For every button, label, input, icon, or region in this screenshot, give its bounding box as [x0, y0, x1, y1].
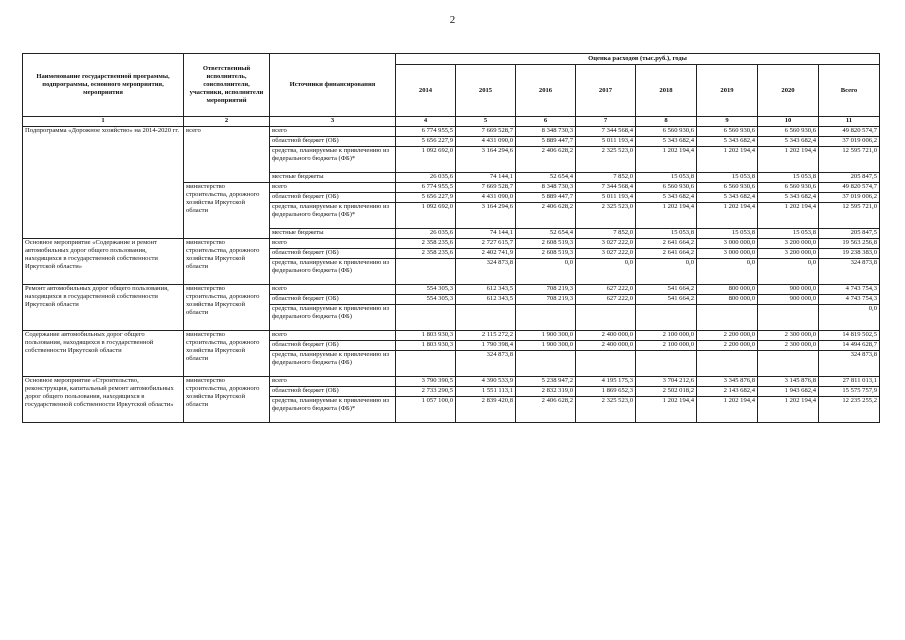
year-value-cell: 3 145 876,8: [758, 377, 819, 387]
year-value-cell: 2 115 272,2: [456, 331, 516, 341]
total-value-cell: 324 873,8: [819, 351, 880, 377]
year-value-cell: 7 852,0: [576, 229, 636, 239]
year-value-cell: 3 200 000,0: [758, 239, 819, 249]
year-value-cell: 541 664,2: [636, 295, 697, 305]
year-value-cell: 52 654,4: [516, 173, 576, 183]
executor-cell: всего: [184, 127, 270, 183]
year-value-cell: 5 343 682,4: [636, 137, 697, 147]
year-value-cell: 1 803 930,3: [396, 331, 456, 341]
column-index: 4: [396, 117, 456, 127]
year-value-cell: [396, 259, 456, 285]
year-value-cell: 15 053,8: [636, 173, 697, 183]
year-value-cell: 5 889 447,7: [516, 193, 576, 203]
total-value-cell: 12 595 721,0: [819, 147, 880, 173]
year-value-cell: [697, 305, 758, 331]
year-value-cell: 1 202 194,4: [636, 203, 697, 229]
year-value-cell: 6 560 930,6: [636, 127, 697, 137]
year-value-cell: 6 560 930,6: [758, 127, 819, 137]
year-value-cell: 708 219,3: [516, 285, 576, 295]
program-name-cell: Ремонт автомобильных дорог общего пользования, находящихся в государственной собственности Иркутской области: [23, 285, 184, 331]
year-value-cell: 3 200 000,0: [758, 249, 819, 259]
table-row: [23, 331, 880, 341]
executor-cell: министерство строительства, дорожного хозяйства Иркутской области: [184, 285, 270, 331]
year-value-cell: 2 200 000,0: [697, 341, 758, 351]
source-cell: средства, планируемые к привлечению из федерального бюджета (ФБ): [270, 305, 396, 331]
year-value-cell: 2 143 682,4: [697, 387, 758, 397]
year-value-cell: 5 343 682,4: [697, 137, 758, 147]
year-value-cell: 7 344 568,4: [576, 183, 636, 193]
source-cell: местные бюджеты: [270, 229, 396, 239]
total-value-cell: 37 019 006,2: [819, 193, 880, 203]
program-name-cell: Основное мероприятие «Строительство, реконструкция, капитальный ремонт автомобильных дорог общего пользования, находящихся в государственной собственности Иркутской области»: [23, 377, 184, 423]
column-index: 10: [758, 117, 819, 127]
year-value-cell: 15 053,8: [697, 229, 758, 239]
year-value-cell: 5 343 682,4: [758, 137, 819, 147]
year-value-cell: 1 551 113,1: [456, 387, 516, 397]
year-value-cell: 2 325 523,0: [576, 397, 636, 423]
year-value-cell: 2 608 519,3: [516, 249, 576, 259]
page-number: 2: [449, 14, 456, 26]
year-value-cell: [636, 305, 697, 331]
total-value-cell: 15 575 757,9: [819, 387, 880, 397]
year-value-cell: 15 053,8: [697, 173, 758, 183]
total-value-cell: 12 595 721,0: [819, 203, 880, 229]
year-value-cell: 5 656 227,9: [396, 137, 456, 147]
header-year: 2019: [697, 65, 758, 117]
year-value-cell: 2 733 290,5: [396, 387, 456, 397]
source-cell: средства, планируемые к привлечению из федерального бюджета (ФБ)*: [270, 147, 396, 173]
table-row: [23, 127, 880, 137]
source-cell: средства, планируемые к привлечению из федерального бюджета (ФБ): [270, 351, 396, 377]
column-index: 3: [270, 117, 396, 127]
header-row-1: [23, 54, 880, 65]
total-value-cell: 14 494 628,7: [819, 341, 880, 351]
total-value-cell: 14 819 502,5: [819, 331, 880, 341]
year-value-cell: 15 053,8: [758, 173, 819, 183]
source-cell: всего: [270, 183, 396, 193]
year-value-cell: 2 325 523,0: [576, 147, 636, 173]
column-index: 2: [184, 117, 270, 127]
column-index: 8: [636, 117, 697, 127]
total-value-cell: 4 743 754,3: [819, 295, 880, 305]
year-value-cell: 5 343 682,4: [636, 193, 697, 203]
table-body: [23, 127, 880, 423]
year-value-cell: 2 832 319,0: [516, 387, 576, 397]
year-value-cell: 2 400 000,0: [576, 341, 636, 351]
total-value-cell: 49 820 574,7: [819, 127, 880, 137]
source-cell: местные бюджеты: [270, 173, 396, 183]
budget-table: [22, 53, 880, 423]
year-value-cell: 7 669 528,7: [456, 127, 516, 137]
header-year: 2015: [456, 65, 516, 117]
year-value-cell: 1 900 300,0: [516, 331, 576, 341]
year-value-cell: 5 343 682,4: [758, 193, 819, 203]
year-value-cell: [456, 305, 516, 331]
year-value-cell: 2 325 523,0: [576, 203, 636, 229]
total-value-cell: 12 235 255,2: [819, 397, 880, 423]
total-value-cell: 19 238 383,0: [819, 249, 880, 259]
year-value-cell: 541 664,2: [636, 285, 697, 295]
column-index: 11: [819, 117, 880, 127]
year-value-cell: 612 343,5: [456, 285, 516, 295]
column-index: 1: [23, 117, 184, 127]
year-value-cell: 6 560 930,6: [697, 127, 758, 137]
table-row: [23, 239, 880, 249]
source-cell: средства, планируемые к привлечению из федерального бюджета (ФБ)*: [270, 203, 396, 229]
executor-cell: министерство строительства, дорожного хозяйства Иркутской области: [184, 331, 270, 377]
year-value-cell: 1 900 300,0: [516, 341, 576, 351]
year-value-cell: 4 390 533,9: [456, 377, 516, 387]
total-value-cell: 27 811 013,1: [819, 377, 880, 387]
total-value-cell: 37 019 006,2: [819, 137, 880, 147]
header-year: 2018: [636, 65, 697, 117]
year-value-cell: 6 774 955,5: [396, 183, 456, 193]
year-value-cell: 2 100 000,0: [636, 341, 697, 351]
total-value-cell: 49 820 574,7: [819, 183, 880, 193]
year-value-cell: 3 345 876,8: [697, 377, 758, 387]
year-value-cell: 2 839 420,8: [456, 397, 516, 423]
executor-cell: министерство строительства, дорожного хозяйства Иркутской области: [184, 183, 270, 239]
source-cell: средства, планируемые к привлечению из федерального бюджета (ФБ): [270, 259, 396, 285]
executor-cell: министерство строительства, дорожного хозяйства Иркутской области: [184, 239, 270, 285]
source-cell: средства, планируемые к привлечению из федерального бюджета (ФБ)*: [270, 397, 396, 423]
year-value-cell: 15 053,8: [758, 229, 819, 239]
year-value-cell: 74 144,1: [456, 173, 516, 183]
year-value-cell: 2 406 628,2: [516, 397, 576, 423]
year-value-cell: 1 057 100,0: [396, 397, 456, 423]
header-year: 2014: [396, 65, 456, 117]
year-value-cell: 1 869 652,3: [576, 387, 636, 397]
year-value-cell: 1 092 692,0: [396, 203, 456, 229]
year-value-cell: 74 144,1: [456, 229, 516, 239]
column-index: 5: [456, 117, 516, 127]
year-value-cell: 2 400 000,0: [576, 331, 636, 341]
year-value-cell: 1 202 194,4: [636, 397, 697, 423]
year-value-cell: 3 704 212,6: [636, 377, 697, 387]
year-value-cell: [758, 305, 819, 331]
total-value-cell: 19 563 256,8: [819, 239, 880, 249]
year-value-cell: 800 000,0: [697, 285, 758, 295]
year-value-cell: 627 222,0: [576, 285, 636, 295]
column-index: 9: [697, 117, 758, 127]
year-value-cell: 3 164 294,6: [456, 203, 516, 229]
year-value-cell: 3 000 000,0: [697, 249, 758, 259]
year-value-cell: 2 100 000,0: [636, 331, 697, 341]
year-value-cell: 900 000,0: [758, 295, 819, 305]
year-value-cell: 3 027 222,0: [576, 249, 636, 259]
total-value-cell: 0,0: [819, 305, 880, 331]
year-value-cell: 3 027 222,0: [576, 239, 636, 249]
year-value-cell: 1 803 930,3: [396, 341, 456, 351]
year-value-cell: 5 011 193,4: [576, 193, 636, 203]
header-year: 2017: [576, 65, 636, 117]
year-value-cell: 2 358 235,6: [396, 249, 456, 259]
year-value-cell: 7 669 528,7: [456, 183, 516, 193]
year-value-cell: [576, 305, 636, 331]
total-value-cell: 205 847,5: [819, 173, 880, 183]
source-cell: областной бюджет (ОБ): [270, 249, 396, 259]
year-value-cell: 8 348 730,3: [516, 183, 576, 193]
year-value-cell: 4 195 175,3: [576, 377, 636, 387]
year-value-cell: 2 358 235,6: [396, 239, 456, 249]
total-value-cell: 4 743 754,3: [819, 285, 880, 295]
column-index-row: [23, 117, 880, 127]
year-value-cell: 4 431 090,0: [456, 137, 516, 147]
year-value-cell: 26 035,6: [396, 229, 456, 239]
year-value-cell: 15 053,8: [636, 229, 697, 239]
year-value-cell: 5 011 193,4: [576, 137, 636, 147]
year-value-cell: 2 608 519,3: [516, 239, 576, 249]
year-value-cell: 2 727 615,7: [456, 239, 516, 249]
source-cell: областной бюджет (ОБ): [270, 193, 396, 203]
year-value-cell: [396, 351, 456, 377]
year-value-cell: 2 641 664,2: [636, 249, 697, 259]
year-value-cell: 1 790 398,4: [456, 341, 516, 351]
source-cell: областной бюджет (ОБ): [270, 387, 396, 397]
year-value-cell: 5 889 447,7: [516, 137, 576, 147]
year-value-cell: 3 164 294,6: [456, 147, 516, 173]
year-value-cell: 2 502 018,2: [636, 387, 697, 397]
source-cell: областной бюджет (ОБ): [270, 137, 396, 147]
header-year-total: Всего: [819, 65, 880, 117]
table-row: [23, 377, 880, 387]
year-value-cell: 52 654,4: [516, 229, 576, 239]
year-value-cell: 6 560 930,6: [697, 183, 758, 193]
year-value-cell: 1 202 194,4: [697, 203, 758, 229]
year-value-cell: 1 202 194,4: [758, 203, 819, 229]
year-value-cell: 0,0: [516, 259, 576, 285]
year-value-cell: 1 092 692,0: [396, 147, 456, 173]
year-value-cell: [758, 351, 819, 377]
year-value-cell: 0,0: [697, 259, 758, 285]
year-value-cell: 1 202 194,4: [758, 147, 819, 173]
year-value-cell: 0,0: [758, 259, 819, 285]
program-name-cell: Основное мероприятие «Содержание и ремонт автомобильных дорог общего пользования, находящихся в государственной собственности Иркутской области»: [23, 239, 184, 285]
year-value-cell: 7 344 568,4: [576, 127, 636, 137]
year-value-cell: 0,0: [576, 259, 636, 285]
year-value-cell: 1 202 194,4: [697, 397, 758, 423]
year-value-cell: [396, 305, 456, 331]
year-value-cell: 4 431 090,0: [456, 193, 516, 203]
year-value-cell: 554 305,3: [396, 285, 456, 295]
header-source: Источники финансирования: [270, 54, 396, 117]
table-row: [23, 285, 880, 295]
year-value-cell: 612 343,5: [456, 295, 516, 305]
source-cell: всего: [270, 285, 396, 295]
source-cell: всего: [270, 127, 396, 137]
year-value-cell: [516, 351, 576, 377]
year-value-cell: 8 348 730,3: [516, 127, 576, 137]
year-value-cell: 3 790 390,5: [396, 377, 456, 387]
source-cell: всего: [270, 377, 396, 387]
year-value-cell: 2 402 741,9: [456, 249, 516, 259]
year-value-cell: 1 202 194,4: [758, 397, 819, 423]
source-cell: областной бюджет (ОБ): [270, 341, 396, 351]
year-value-cell: 324 873,8: [456, 259, 516, 285]
year-value-cell: 0,0: [636, 259, 697, 285]
year-value-cell: 554 305,3: [396, 295, 456, 305]
program-name-cell: Подпрограмма «Дорожное хозяйство» на 2014-2020 гг.: [23, 127, 184, 239]
year-value-cell: 2 641 664,2: [636, 239, 697, 249]
year-value-cell: 627 222,0: [576, 295, 636, 305]
source-cell: всего: [270, 331, 396, 341]
total-value-cell: 324 873,8: [819, 259, 880, 285]
year-value-cell: 2 200 000,0: [697, 331, 758, 341]
year-value-cell: [516, 305, 576, 331]
year-value-cell: 800 000,0: [697, 295, 758, 305]
header-year: 2016: [516, 65, 576, 117]
year-value-cell: 26 035,6: [396, 173, 456, 183]
source-cell: всего: [270, 239, 396, 249]
year-value-cell: 2 300 000,0: [758, 341, 819, 351]
year-value-cell: [697, 351, 758, 377]
year-value-cell: 2 406 628,2: [516, 147, 576, 173]
source-cell: областной бюджет (ОБ): [270, 295, 396, 305]
year-value-cell: 3 000 000,0: [697, 239, 758, 249]
year-value-cell: 6 560 930,6: [758, 183, 819, 193]
year-value-cell: 1 943 682,4: [758, 387, 819, 397]
year-value-cell: [576, 351, 636, 377]
year-value-cell: 708 219,3: [516, 295, 576, 305]
header-year: 2020: [758, 65, 819, 117]
year-value-cell: 5 656 227,9: [396, 193, 456, 203]
year-value-cell: 324 873,8: [456, 351, 516, 377]
year-value-cell: 1 202 194,4: [697, 147, 758, 173]
year-value-cell: [636, 351, 697, 377]
total-value-cell: 205 847,5: [819, 229, 880, 239]
year-value-cell: 5 238 947,2: [516, 377, 576, 387]
column-index: 6: [516, 117, 576, 127]
header-estimate: Оценка расходов (тыс.руб.), годы: [396, 54, 880, 65]
year-value-cell: 2 406 628,2: [516, 203, 576, 229]
executor-cell: министерство строительства, дорожного хозяйства Иркутской области: [184, 377, 270, 423]
column-index: 7: [576, 117, 636, 127]
header-executor: Ответственный исполнитель, соисполнители, участники, исполнители мероприятий: [184, 54, 270, 117]
year-value-cell: 900 000,0: [758, 285, 819, 295]
year-value-cell: 5 343 682,4: [697, 193, 758, 203]
header-name: Наименование государственной программы, подпрограммы, основного мероприятия, мероприятия: [23, 54, 184, 117]
year-value-cell: 7 852,0: [576, 173, 636, 183]
year-value-cell: 6 560 930,6: [636, 183, 697, 193]
year-value-cell: 1 202 194,4: [636, 147, 697, 173]
year-value-cell: 6 774 955,5: [396, 127, 456, 137]
year-value-cell: 2 300 000,0: [758, 331, 819, 341]
program-name-cell: Содержание автомобильных дорог общего пользования, находящихся в государственной собственности Иркутской области: [23, 331, 184, 377]
